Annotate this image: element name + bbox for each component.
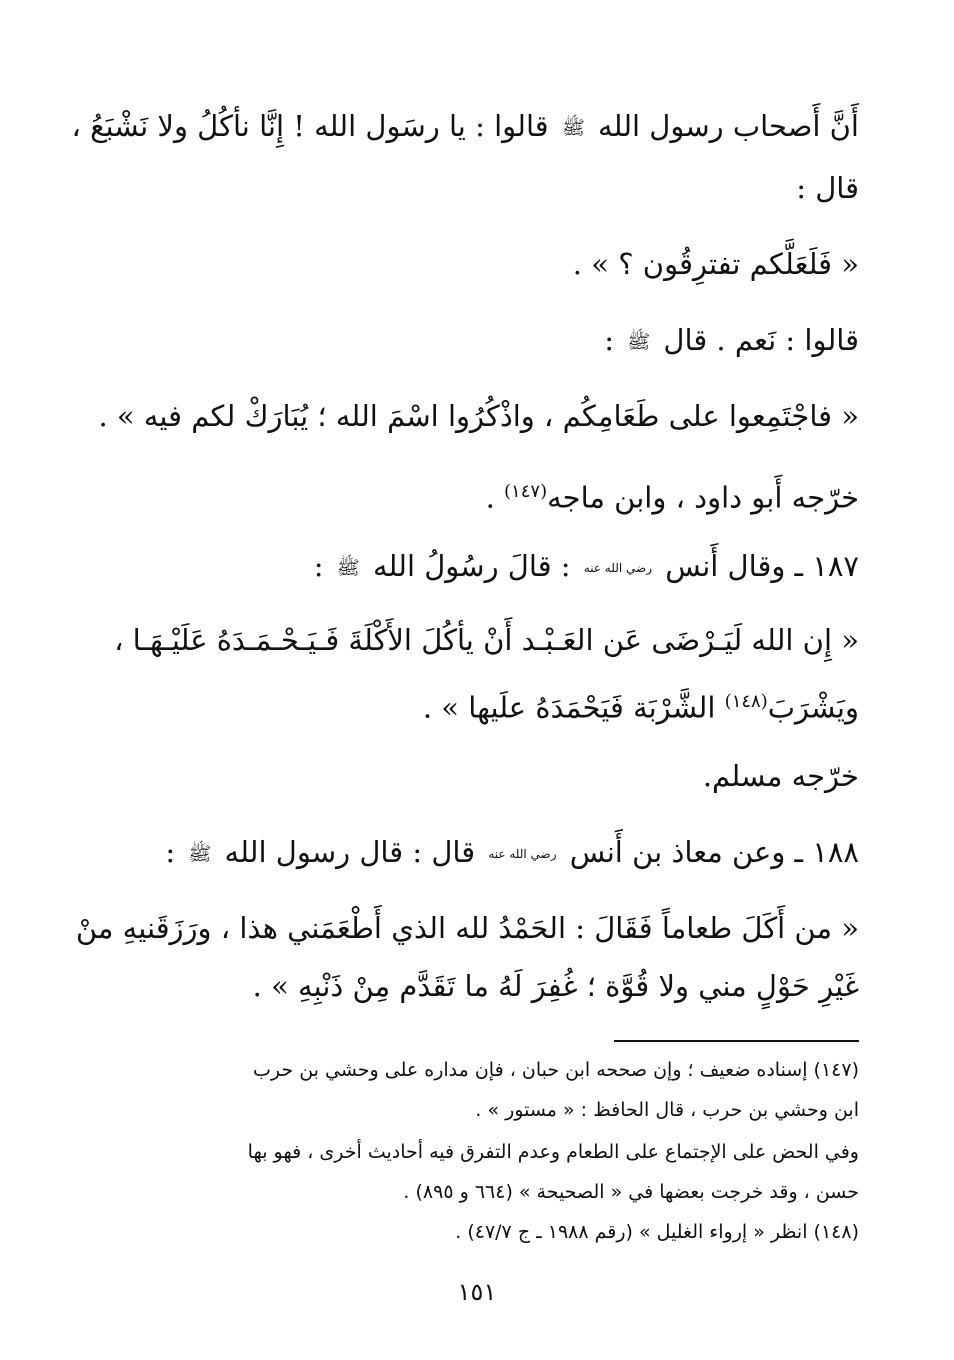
text-segment: : xyxy=(313,549,324,583)
footnote-ref-148: (١٤٨) xyxy=(724,691,768,712)
text-segment: قالوا : نَعم . قال xyxy=(663,323,859,357)
text-segment: : xyxy=(165,835,176,869)
text-line-1 xyxy=(71,106,859,148)
salawat-symbol: ﷺ xyxy=(627,331,651,353)
text-line-3: « فَلَعَلَّكم تفترِقُون ؟ » . xyxy=(572,247,859,281)
text-segment: قال : قال رسول الله xyxy=(224,835,476,869)
footnote-line-2: ابن وحشي بن حرب ، قال الحافظ : « مستور » . xyxy=(475,1099,859,1121)
text-segment: ١٨٨ ـ وعن معاذ بن أَنس xyxy=(569,835,859,869)
salawat-symbol: ﷺ xyxy=(188,843,212,865)
footnote-line-5: (١٤٨) انظر « إرواء الغليل » (رقم ١٩٨٨ ـ ج ٤٧/٧) . xyxy=(455,1221,859,1243)
salawat-symbol: ﷺ xyxy=(336,557,360,579)
radiallahu-symbol: رضي الله عنه xyxy=(583,561,653,575)
footnote-line-4: حسن ، وقد خرجت بعضها في « الصحيحة » (٦٦٤ و ٨٩٥) . xyxy=(403,1181,859,1203)
hadith-187-header xyxy=(314,546,859,588)
text-line-8: « إِن الله لَيَـرْضَى عَن العَـبْـد أَنْ يأكُلَ الأَكْلَةَ فَـيَـحْـمَـدَهُ عَلَيْـهَـا ، xyxy=(114,623,859,657)
text-line-12: « من أَكَلَ طعاماً فَقَالَ : الحَمْدُ لله الذي أَطْعَمَني هذا ، ورَزَقَنيهِ منْ xyxy=(75,911,859,945)
hadith-188-header xyxy=(165,832,859,874)
footnote-line-3: وفي الحض على الإجتماع على الطعام وعدم التفرق فيه أحاديث أخرى ، فهو بها xyxy=(247,1141,859,1163)
footnote-divider xyxy=(614,1040,859,1042)
text-line-13: غَيْرِ حَوْلٍ مني ولا قُوَّة ؛ غُفِرَ لَهُ ما تَقَدَّم مِنْ ذَنْبِهِ » . xyxy=(252,969,859,1003)
text-segment: . xyxy=(485,480,495,515)
text-segment: : قالَ رسُولُ الله xyxy=(372,549,571,583)
text-segment: ويَشْرَبَ xyxy=(767,690,859,725)
text-segment: الشَّرْبَة فَيَحْمَدَهُ علَيها » . xyxy=(422,690,716,725)
page-number: ١٥١ xyxy=(457,1278,497,1306)
footnote-ref-147: (١٤٧) xyxy=(504,481,548,502)
text-line-6 xyxy=(486,472,859,518)
text-line-9 xyxy=(423,682,859,728)
text-segment: ١٨٧ ـ وقال أَنس xyxy=(665,549,859,583)
footnote-line-1: (١٤٧) إسناده ضعيف ؛ وإن صححه ابن حبان ، فإن مداره على وحشي بن حرب xyxy=(253,1059,859,1081)
text-segment: قالوا : يا رسَول الله ! إِنَّا نأكُلُ ولا نَشْبَعُ ، xyxy=(71,109,549,143)
text-segment: خرّجه أَبو داود ، وابن ماجه xyxy=(547,480,859,515)
text-segment: : xyxy=(604,323,615,357)
text-line-10: خرّجه مسلم. xyxy=(702,759,859,793)
text-line-2: قال : xyxy=(796,171,859,205)
text-line-4 xyxy=(604,320,859,362)
text-line-5: « فاجْتَمِعوا على طَعَامِكُم ، واذْكُرُوا اسْمَ الله ؛ يُبَارَكْ لكم فيه » . xyxy=(98,399,859,433)
salawat-symbol: ﷺ xyxy=(561,117,585,139)
radiallahu-symbol: رضي الله عنه xyxy=(488,847,557,861)
text-segment: أَنَّ أَصحاب رسول الله xyxy=(598,109,859,143)
